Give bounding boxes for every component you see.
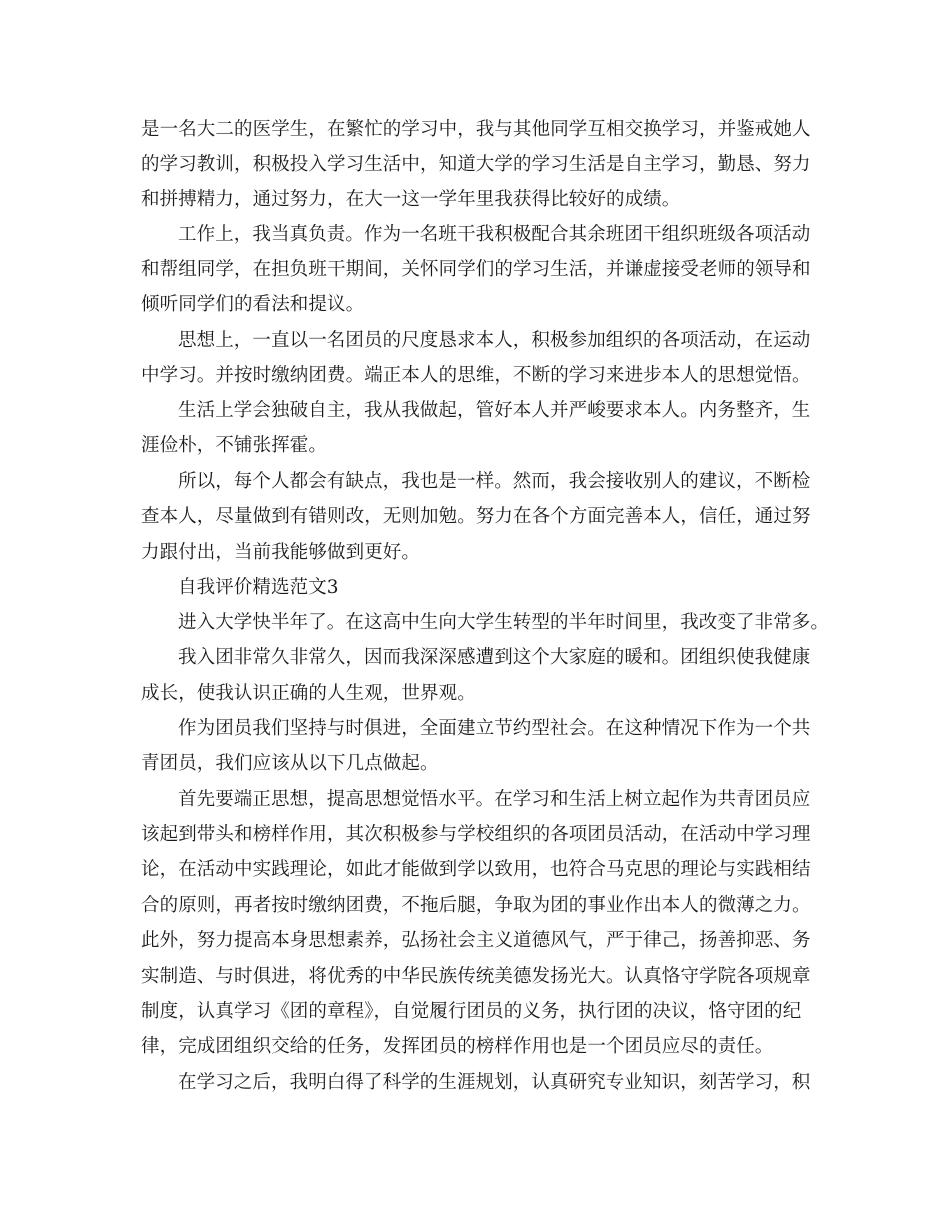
text-line: 是一名大二的医学生，在繁忙的学习中，我与其他同学互相交换学习，并鉴戒她人 [141,119,811,140]
text-line: 实制造、与时俱进，将优秀的中华民族传统美德发扬光大。认真恪守学院各项规章 [141,966,811,987]
text-line: 涯俭朴，不铺张挥霍。 [141,435,328,456]
text-line: 和拼搏精力，通过努力，在大一这一学年里我获得比较好的成绩。 [141,189,681,210]
text-line: 成长，使我认识正确的人生观，世界观。 [141,683,476,704]
text-line: 倾听同学们的看法和提议。 [141,294,365,315]
text-line: 工作上，我当真负责。作为一名班干我积极配合其余班团干组织班级各项活动 [178,224,811,245]
text-line: 我入团非常久非常久，因而我深深感遭到这个大家庭的暖和。团组织使我健康 [178,647,811,668]
text-line: 和帮组同学，在担负班干期间，关怀同学们的学习生活，并谦虚接受老师的领导和 [141,259,811,280]
text-line: 作为团员我们坚持与时俱进，全面建立节约型社会。在这种情况下作为一个共 [178,718,811,739]
text-line: 力跟付出，当前我能够做到更好。 [141,542,421,563]
text-line: 查本人，尽量做到有错则改，无则加勉。努力在各个方面完善本人，信任，通过努 [141,506,811,527]
text-line: 该起到带头和榜样作用，其次积极参与学校组织的各项团员活动，在活动中学习理 [141,824,811,845]
section-heading: 自我评价精选范文3 [178,577,339,598]
text-line: 论，在活动中实践理论，如此才能做到学以致用，也符合马克思的理论与实践相结 [141,859,811,880]
text-line: 合的原则，再者按时缴纳团费，不拖后腿，争取为团的事业作出本人的微薄之力。 [141,895,811,916]
text-line: 首先要端正思想，提高思想觉悟水平。在学习和生活上树立起作为共青团员应 [178,789,811,810]
text-line: 青团员，我们应该从以下几点做起。 [141,753,439,774]
text-line: 所以，每个人都会有缺点，我也是一样。然而，我会接收别人的建议，不断检 [178,471,811,492]
text-line: 制度，认真学习《团的章程》，自觉履行团员的义务，执行团的决议，恪守团的纪 [141,1001,802,1022]
text-line: 思想上，一直以一名团员的尺度恳求本人，积极参加组织的各项活动，在运动 [178,330,811,351]
text-line: 中学习。并按时缴纳团费。端正本人的思维，不断的学习来进步本人的思想觉悟。 [141,365,811,386]
text-line: 在学习之后，我明白得了科学的生涯规划，认真研究专业知识，刻苦学习，积 [178,1072,811,1093]
text-line: 律，完成团组织交给的任务，发挥团员的榜样作用也是一个团员应尽的责任。 [141,1036,774,1057]
text-line: 生活上学会独破自主，我从我做起，管好本人并严峻要求本人。内务整齐，生 [178,400,811,421]
text-line: 进入大学快半年了。在这高中生向大学生转型的半年时间里，我改变了非常多。 [178,612,830,633]
text-line: 的学习教训，积极投入学习生活中，知道大学的学习生活是自主学习，勤恳、努力 [141,154,811,175]
text-line: 此外，努力提高本身思想素养，弘扬社会主义道德风气，严于律己，扬善抑恶、务 [141,930,811,951]
